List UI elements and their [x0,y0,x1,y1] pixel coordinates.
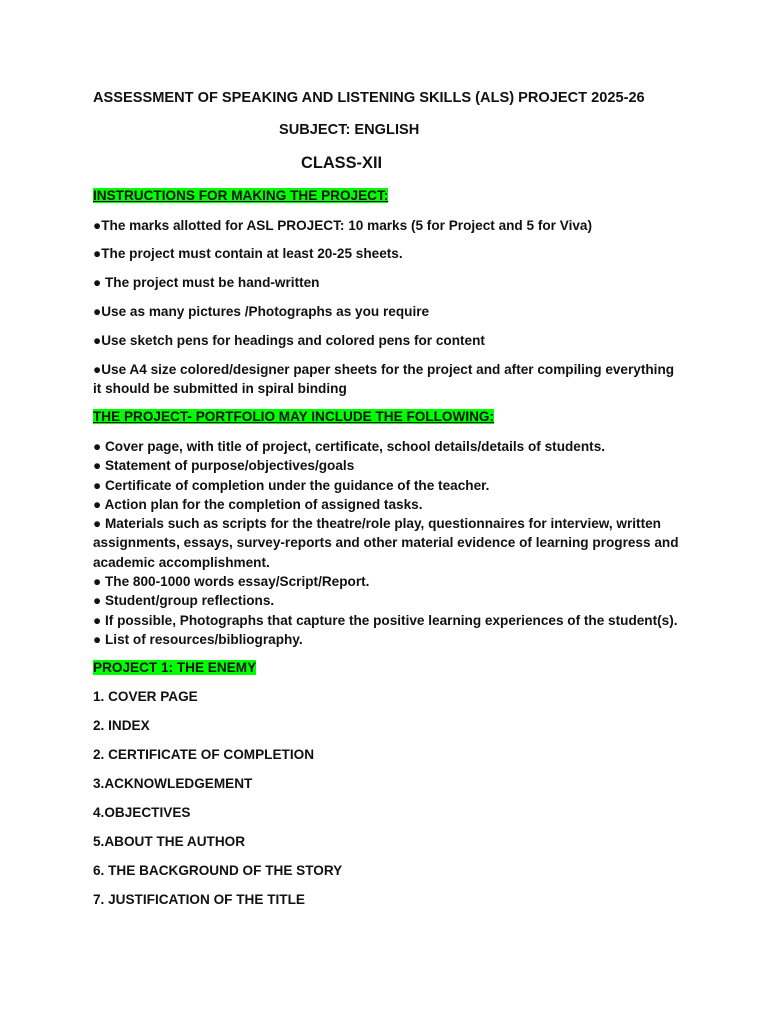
subject-heading: SUBJECT: ENGLISH [279,122,420,138]
portfolio-list [93,437,693,649]
portfolio-item-continued: assignments, essays, survey-reports and other material evidence of learning progress and [93,535,679,551]
portfolio-item: ● Certificate of completion under the guidance of the teacher. [93,477,490,493]
project1-item: 7. JUSTIFICATION OF THE TITLE [93,892,305,907]
instructions-heading [93,186,388,205]
project1-item: 4.OBJECTIVES [93,805,191,820]
portfolio-item: ● Action plan for the completion of assigned tasks. [93,496,423,512]
project1-heading-text: PROJECT 1: THE ENEMY [93,660,257,675]
instruction-item: ●The project must contain at least 20-25 sheets. [93,246,403,261]
portfolio-item: ● The 800-1000 words essay/Script/Report. [93,574,370,590]
instruction-item-continued: it should be submitted in spiral binding [93,381,347,396]
portfolio-item: ● Materials such as scripts for the theatre/role play, questionnaires for interview, written [93,516,661,532]
portfolio-item: ● If possible, Photographs that capture the positive learning experiences of the student(s). [93,612,678,628]
portfolio-item: ● Statement of purpose/objectives/goals [93,458,355,474]
portfolio-heading-text: THE PROJECT- PORTFOLIO MAY INCLUDE THE FOLLOWING: [93,409,495,424]
portfolio-item: ● List of resources/bibliography. [93,631,303,647]
project1-item: 5.ABOUT THE AUTHOR [93,834,246,849]
portfolio-item-continued: academic accomplishment. [93,554,270,570]
portfolio-heading [93,407,494,426]
instruction-item: ●Use A4 size colored/designer paper sheets for the project and after compiling everything [93,362,675,377]
instruction-item: ●The marks allotted for ASL PROJECT: 10 marks (5 for Project and 5 for Viva) [93,218,592,233]
class-heading: CLASS-XII [301,154,383,172]
instructions-heading-text: INSTRUCTIONS FOR MAKING THE PROJECT: [93,188,389,203]
portfolio-item: ● Student/group reflections. [93,593,275,609]
project1-heading [93,658,256,677]
instruction-item: ● The project must be hand-written [93,275,320,290]
document-title: ASSESSMENT OF SPEAKING AND LISTENING SKILLS (ALS) PROJECT 2025-26 [93,90,645,106]
project1-item: 1. COVER PAGE [93,689,198,704]
project1-item: 2. CERTIFICATE OF COMPLETION [93,747,315,762]
portfolio-item: ● Cover page, with title of project, certificate, school details/details of students. [93,439,606,454]
project1-item: 3.ACKNOWLEDGEMENT [93,776,253,791]
project1-item: 6. THE BACKGROUND OF THE STORY [93,863,343,878]
instruction-item: ●Use as many pictures /Photographs as you require [93,304,430,319]
instruction-item: ●Use sketch pens for headings and colored pens for content [93,333,485,348]
project1-item: 2. INDEX [93,718,150,733]
